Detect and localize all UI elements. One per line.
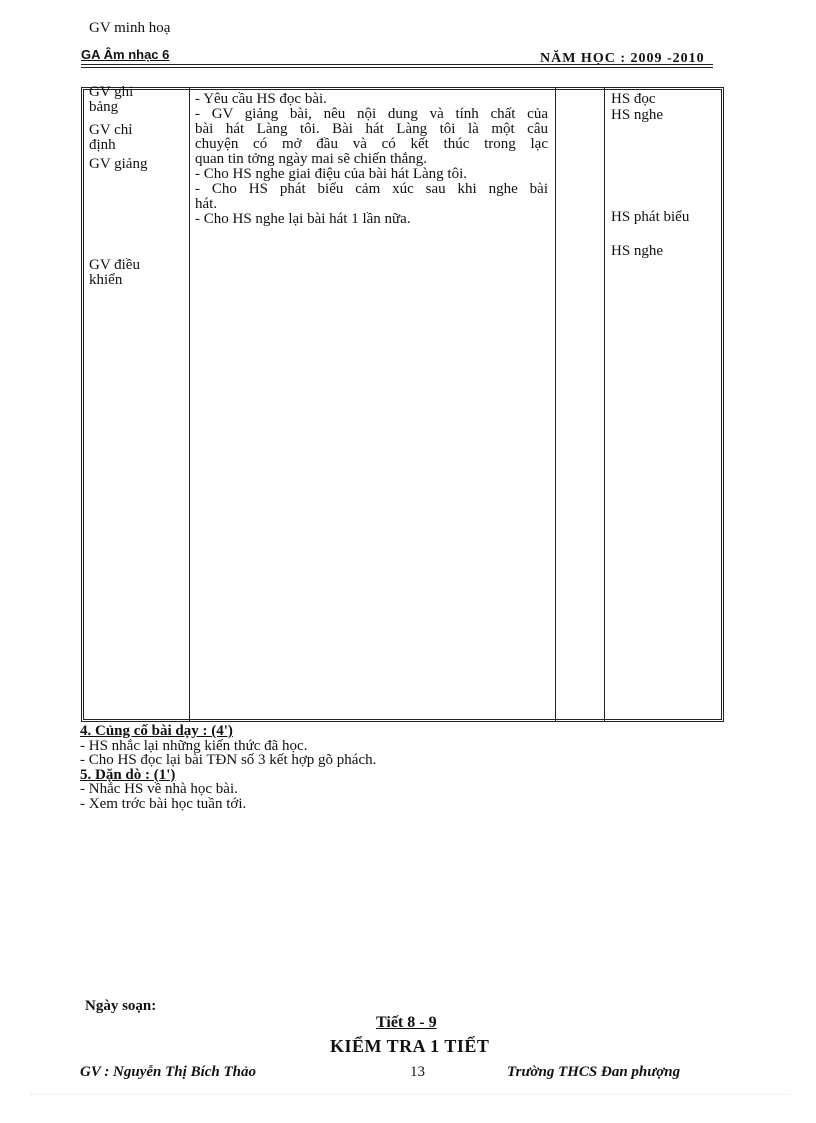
page-number: 13 — [410, 1064, 425, 1080]
table-column-divider — [604, 87, 605, 722]
content-line: quan tin tởng ngày mai sẽ chiến thắng. — [195, 151, 428, 167]
section-4-item: - Cho HS đọc lại bài TĐN số 3 kết hợp gõ phách. — [80, 752, 377, 768]
student-action: HS nghe — [611, 107, 664, 123]
content-line: - Cho HS nghe giai điệu của bài hát Làng tôi. — [195, 166, 468, 182]
content-line: - Cho HS nghe lại bài hát 1 lần nữa. — [195, 211, 411, 227]
teacher-action: GV giảng — [89, 156, 148, 172]
section-4-title: 4. Củng cố bài dạy : (4') — [80, 723, 233, 739]
teacher-action: GV điều khiển — [89, 257, 140, 288]
content-line: - Cho HS phát biểu cảm xúc sau khi nghe bài — [195, 181, 548, 197]
school-name: Trường THCS Đan phượng — [507, 1064, 681, 1080]
student-action: HS nghe — [611, 243, 664, 259]
section-5-item: - Xem trớc bài học tuần tới. — [80, 795, 247, 812]
period-label: Tiết 8 - 9 — [376, 1014, 437, 1031]
content-line: bài hát Làng tôi. Bài hát Làng tôi là một câu — [195, 121, 548, 137]
doc-header-year: NĂM HỌC : 2009 -2010 — [540, 51, 705, 66]
student-action: HS đọc — [611, 91, 656, 107]
content-line: hát. — [195, 196, 218, 212]
footer-rule — [30, 1094, 790, 1095]
section-5-title: 5. Dặn dò : (1') — [80, 766, 176, 783]
section-4-item: - HS nhắc lại những kiến thức đã học. — [80, 737, 308, 754]
test-title: KIỂM TRA 1 TIẾT — [330, 1036, 490, 1056]
header-rule-double — [81, 67, 713, 68]
preparation-date-label: Ngày soạn: — [85, 998, 157, 1014]
header-rule — [81, 64, 713, 65]
teacher-action: GV chỉ định — [89, 122, 133, 153]
teacher-action: GV ghi bảng — [89, 84, 134, 115]
lesson-notes — [80, 724, 680, 811]
table-column-divider — [555, 87, 556, 722]
content-line: chuyện có mở đầu và có kết thúc trong lạc — [195, 136, 548, 152]
doc-header-subject: GA Âm nhạc 6 — [81, 47, 170, 62]
content-line: - GV giảng bài, nêu nội dung và tính chất của — [195, 106, 548, 122]
student-action: HS phát biểu — [611, 209, 690, 225]
section-5-item: - Nhắc HS về nhà học bài. — [80, 781, 238, 797]
content-line: - Yêu cầu HS đọc bài. — [195, 91, 327, 107]
teacher-name: GV : Nguyễn Thị Bích Thảo — [80, 1064, 256, 1080]
teacher-action: GV minh hoạ — [89, 20, 171, 36]
lesson-content-cell — [195, 92, 548, 227]
table-column-divider — [189, 87, 190, 722]
